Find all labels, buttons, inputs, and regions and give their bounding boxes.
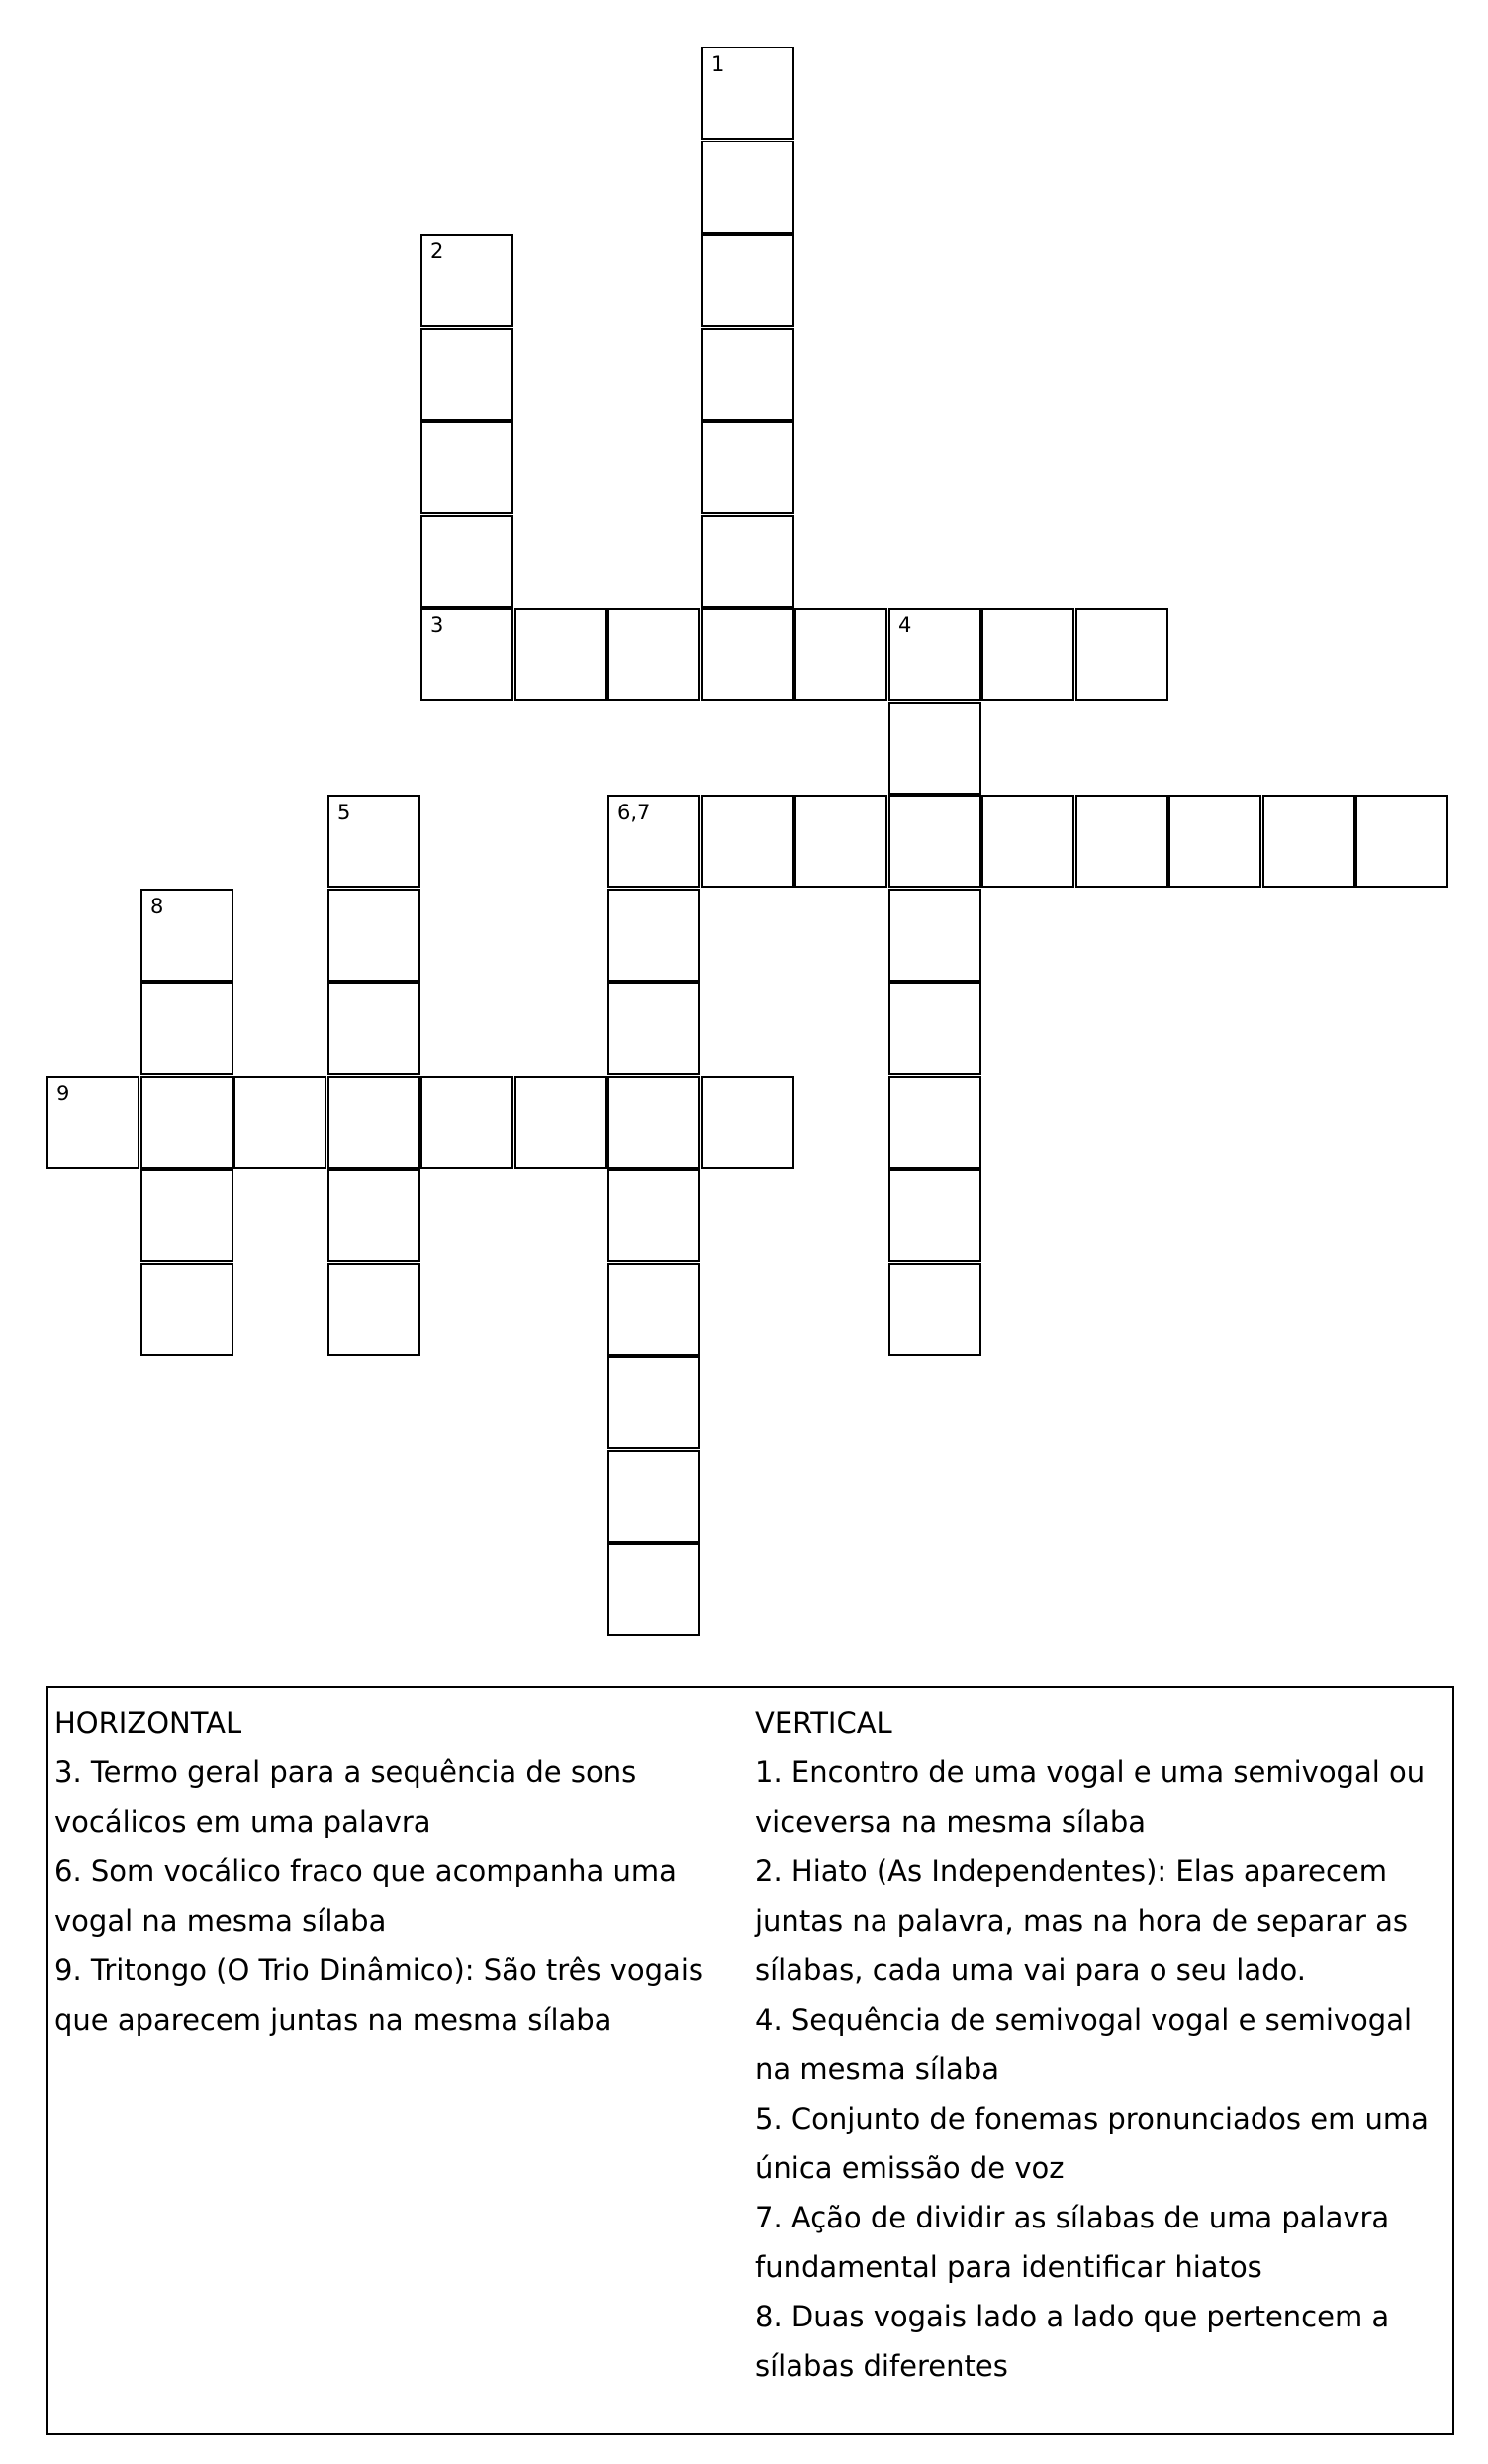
crossword-cell[interactable] <box>701 234 794 327</box>
crossword-cell[interactable] <box>888 889 981 982</box>
crossword-cell[interactable] <box>701 608 794 701</box>
crossword-cell[interactable] <box>327 1263 420 1356</box>
crossword-cell[interactable] <box>701 328 794 421</box>
crossword-cell[interactable] <box>140 1076 233 1169</box>
crossword-cell[interactable] <box>327 1076 420 1169</box>
crossword-cell[interactable] <box>233 1076 326 1169</box>
crossword-cell[interactable] <box>1075 608 1168 701</box>
crossword-cell[interactable] <box>981 608 1074 701</box>
crossword-cell[interactable] <box>701 421 794 514</box>
vertical-heading: VERTICAL <box>755 1706 892 1740</box>
clue-vertical-8: 8. Duas vogais lado a lado que pertencem a sílabas diferentes <box>755 2300 1390 2383</box>
crossword-cell[interactable] <box>888 1076 981 1169</box>
crossword-cell[interactable] <box>327 889 420 982</box>
crossword-cell[interactable] <box>327 982 420 1075</box>
crossword-cell[interactable] <box>701 141 794 234</box>
clue-number-label: 1 <box>711 52 725 76</box>
crossword-cell[interactable] <box>1168 795 1261 888</box>
crossword-cell[interactable] <box>1262 795 1355 888</box>
crossword-cell[interactable] <box>420 608 513 701</box>
crossword-cell[interactable] <box>794 608 887 701</box>
crossword-cell[interactable] <box>140 1169 233 1262</box>
crossword-cell[interactable] <box>607 1263 700 1356</box>
clue-vertical-2: 2. Hiato (As Independentes): Elas aparecem juntas na palavra, mas na hora de separar as sílabas, cada uma vai para o seu lado. <box>755 1854 1409 1987</box>
crossword-cell[interactable] <box>888 1169 981 1262</box>
crossword-cell[interactable] <box>514 1076 607 1169</box>
clue-number-label: 4 <box>898 614 912 637</box>
crossword-cell[interactable] <box>327 1169 420 1262</box>
crossword-cell[interactable] <box>888 982 981 1075</box>
crossword-cell[interactable] <box>607 982 700 1075</box>
crossword-cell[interactable] <box>140 889 233 982</box>
clue-number-label: 9 <box>56 1082 70 1105</box>
crossword-cell[interactable] <box>607 1543 700 1636</box>
crossword-cell[interactable] <box>607 1356 700 1449</box>
clue-number-label: 2 <box>430 239 444 263</box>
crossword-cell[interactable] <box>514 608 607 701</box>
clue-vertical-1: 1. Encontro de uma vogal e uma semivogal ou viceversa na mesma sílaba <box>755 1755 1426 1839</box>
crossword-cell[interactable] <box>420 421 513 514</box>
clue-horizontal-6: 6. Som vocálico fraco que acompanha uma vogal na mesma sílaba <box>54 1854 677 1938</box>
crossword-cell[interactable] <box>420 234 513 327</box>
crossword-cell[interactable] <box>607 1076 700 1169</box>
vertical-clues <box>755 1698 1447 2391</box>
crossword-cell[interactable] <box>701 1076 794 1169</box>
clues-panel <box>46 1686 1454 2435</box>
clue-horizontal-9: 9. Tritongo (O Trio Dinâmico): São três vogais que aparecem juntas na mesma sílaba <box>54 1953 703 2037</box>
clue-number-label: 5 <box>337 801 351 824</box>
crossword-cell[interactable] <box>607 795 700 888</box>
crossword-cell[interactable] <box>140 982 233 1075</box>
clue-vertical-7: 7. Ação de dividir as sílabas de uma palavra fundamental para identificar hiatos <box>755 2201 1390 2284</box>
clue-number-label: 6,7 <box>617 801 651 824</box>
crossword-cell[interactable] <box>701 47 794 140</box>
clue-number-label: 3 <box>430 614 444 637</box>
horizontal-clues <box>54 1698 747 2044</box>
clue-number-label: 8 <box>150 895 164 918</box>
clue-vertical-4: 4. Sequência de semivogal vogal e semivogal na mesma sílaba <box>755 2003 1413 2086</box>
crossword-cell[interactable] <box>888 795 981 888</box>
crossword-cell[interactable] <box>888 608 981 701</box>
clue-vertical-5: 5. Conjunto de fonemas pronunciados em uma única emissão de voz <box>755 2102 1429 2185</box>
crossword-cell[interactable] <box>607 1169 700 1262</box>
crossword-cell[interactable] <box>607 889 700 982</box>
crossword-cell[interactable] <box>420 1076 513 1169</box>
crossword-cell[interactable] <box>327 795 420 888</box>
horizontal-heading: HORIZONTAL <box>54 1706 242 1740</box>
crossword-cell[interactable] <box>607 1450 700 1543</box>
crossword-cell[interactable] <box>607 608 700 701</box>
clue-horizontal-3: 3. Termo geral para a sequência de sons vocálicos em uma palavra <box>54 1755 637 1839</box>
crossword-cell[interactable] <box>1355 795 1448 888</box>
crossword-cell[interactable] <box>46 1076 140 1169</box>
crossword-cell[interactable] <box>1075 795 1168 888</box>
crossword-cell[interactable] <box>701 795 794 888</box>
crossword-cell[interactable] <box>888 702 981 795</box>
crossword-cell[interactable] <box>981 795 1074 888</box>
crossword-cell[interactable] <box>420 515 513 608</box>
crossword-cell[interactable] <box>140 1263 233 1356</box>
crossword-cell[interactable] <box>420 328 513 421</box>
crossword-cell[interactable] <box>794 795 887 888</box>
crossword-cell[interactable] <box>888 1263 981 1356</box>
crossword-cell[interactable] <box>701 515 794 608</box>
